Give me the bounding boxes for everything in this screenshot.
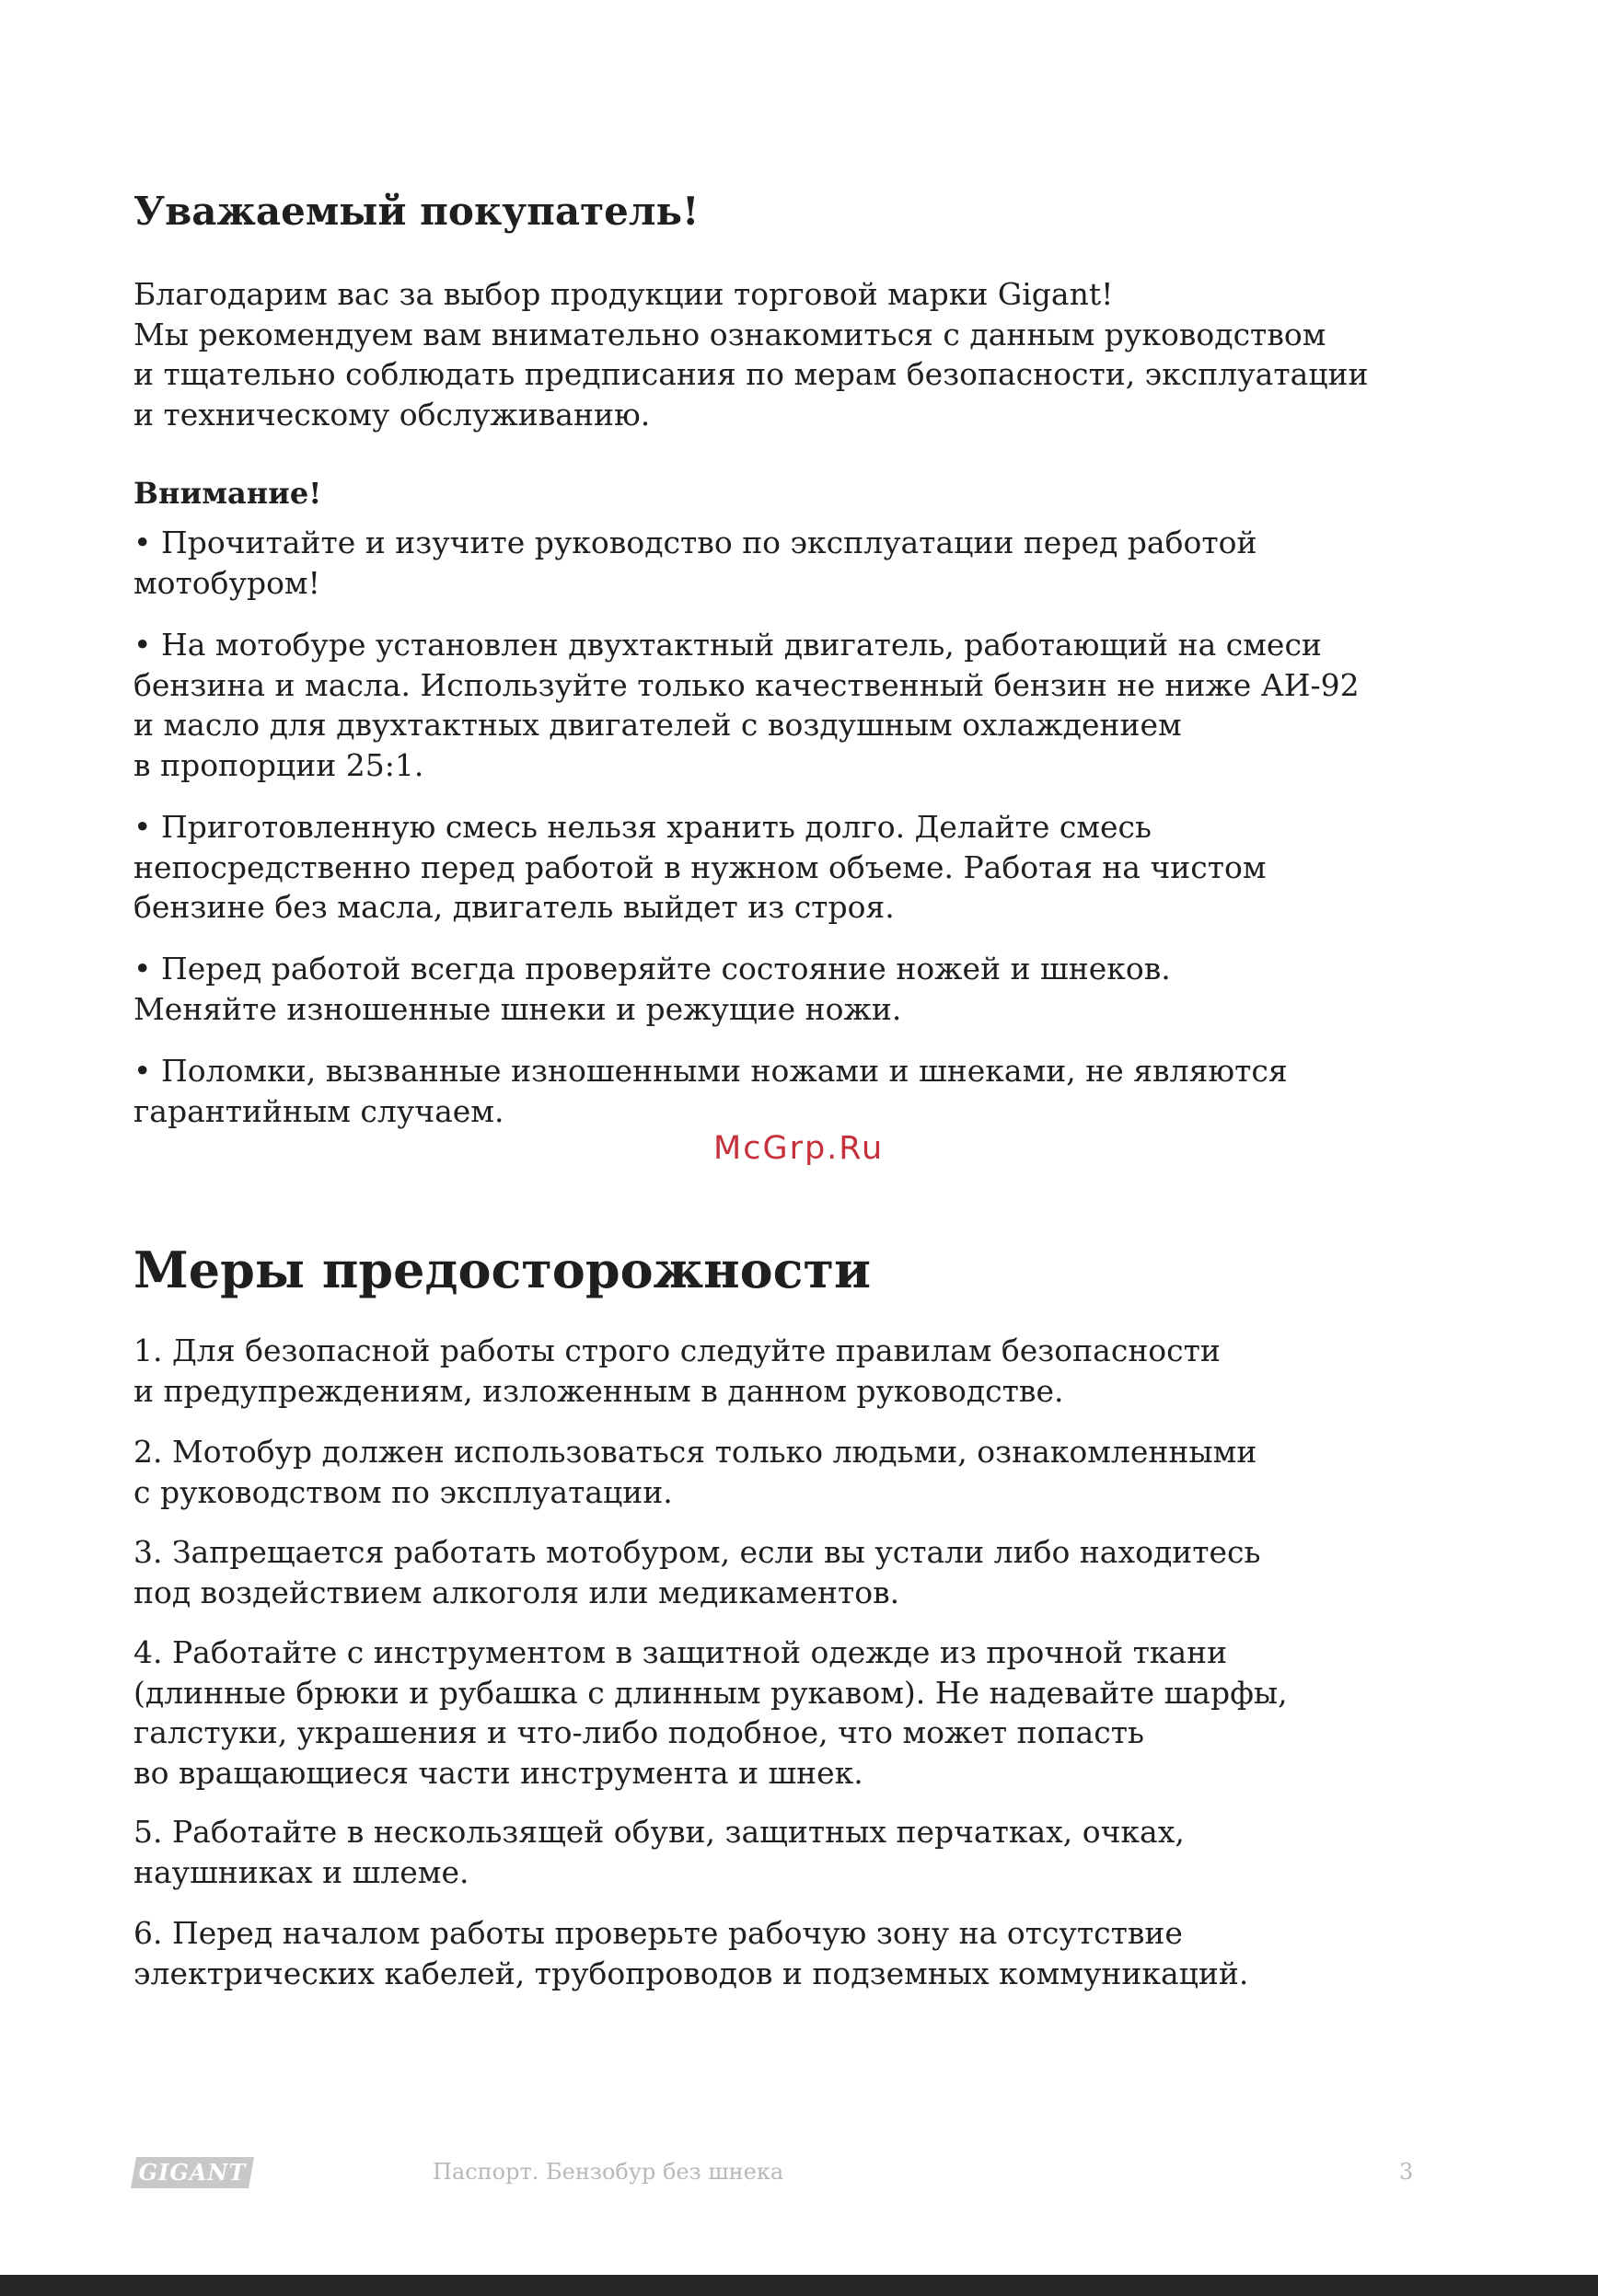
precaution-item-1: [133, 1331, 1459, 1411]
precaution-line: и предупреждениям, изложенным в данном руководстве.: [133, 1372, 1064, 1409]
attention-item-line: и масло для двухтактных двигателей с воздушным охлаждением: [133, 707, 1182, 743]
precaution-line: во вращающиеся части инструмента и шнек.: [133, 1754, 863, 1791]
precaution-item-5: [133, 1812, 1459, 1892]
precaution-item-3: [133, 1532, 1459, 1612]
bottom-edge-band: [0, 2275, 1598, 2296]
attention-item-line: непосредственно перед работой в нужном объеме. Работая на чистом: [133, 848, 1267, 885]
attention-item-line: мотобуром!: [133, 564, 320, 601]
attention-item-line: • Прочитайте и изучите руководство по эксплуатации перед работой: [133, 525, 1257, 560]
precautions-title: Меры предосторожности: [133, 1240, 872, 1299]
precaution-line: с руководством по эксплуатации.: [133, 1473, 673, 1510]
attention-item-fuel-mix: [133, 807, 1459, 928]
attention-item-engine-fuel: [133, 625, 1459, 785]
precaution-line: галстуки, украшения и что-либо подобное, что может попасть: [133, 1714, 1144, 1750]
precaution-line: 4. Работайте с инструментом в защитной одежде из прочной ткани: [133, 1634, 1228, 1670]
intro-line: и техническому обслуживанию.: [133, 396, 651, 433]
precaution-line: 5. Работайте в нескользящей обуви, защитных перчатках, очках,: [133, 1814, 1185, 1850]
attention-item-line: • На мотобуре установлен двухтактный двигатель, работающий на смеси: [133, 627, 1322, 663]
precaution-line: наушниках и шлеме.: [133, 1853, 469, 1890]
intro-line: и тщательно соблюдать предписания по мерам безопасности, эксплуатации: [133, 356, 1369, 392]
gigant-logo: [131, 2157, 254, 2188]
intro-line: Мы рекомендуем вам внимательно ознакомиться с данным руководством: [133, 316, 1326, 352]
greeting-title: Уважаемый покупатель!: [133, 189, 700, 234]
precaution-line: под воздействием алкоголя или медикаментов.: [133, 1574, 900, 1610]
attention-item-line: гарантийным случаем.: [133, 1092, 504, 1129]
watermark: McGrp.Ru: [713, 1130, 885, 1167]
attention-item-read-manual: [133, 523, 1459, 603]
footer-doc-title: Паспорт. Бензобур без шнека: [433, 2159, 784, 2185]
gigant-logo-text: GIGANT: [138, 2159, 247, 2186]
attention-item-line: в пропорции 25:1.: [133, 746, 424, 783]
precaution-item-6: [133, 1913, 1459, 1993]
document-page: [133, 0, 1459, 2296]
attention-item-check-knives: [133, 949, 1459, 1029]
intro-line: Благодарим вас за выбор продукции торговой марки Gigant!: [133, 276, 1114, 312]
attention-item-line: • Перед работой всегда проверяйте состояние ножей и шнеков.: [133, 951, 1171, 986]
attention-item-line: Меняйте изношенные шнеки и режущие ножи.: [133, 990, 902, 1027]
attention-item-warranty: [133, 1051, 1459, 1131]
attention-item-line: бензине без масла, двигатель выйдет из строя.: [133, 889, 895, 925]
attention-item-line: • Приготовленную смесь нельзя хранить долго. Делайте смесь: [133, 809, 1152, 845]
attention-item-line: бензина и масла. Используйте только качественный бензин не ниже АИ-92: [133, 666, 1360, 703]
precaution-item-4: [133, 1633, 1459, 1793]
precaution-line: 1. Для безопасной работы строго следуйте правилам безопасности: [133, 1333, 1221, 1368]
footer-page-number: 3: [1399, 2159, 1414, 2185]
precaution-line: (длинные брюки и рубашка с длинным рукавом). Не надевайте шарфы,: [133, 1674, 1288, 1711]
precaution-line: 6. Перед началом работы проверьте рабочую зону на отсутствие: [133, 1915, 1183, 1951]
precaution-line: электрических кабелей, трубопроводов и подземных коммуникаций.: [133, 1955, 1249, 1991]
intro-paragraph: [133, 274, 1459, 434]
precaution-item-2: [133, 1432, 1459, 1512]
attention-heading: Внимание!: [133, 476, 322, 511]
attention-item-line: • Поломки, вызванные изношенными ножами и шнеками, не являются: [133, 1053, 1288, 1089]
precaution-line: 2. Мотобур должен использоваться только людьми, ознакомленными: [133, 1434, 1257, 1470]
precaution-line: 3. Запрещается работать мотобуром, если вы устали либо находитесь: [133, 1534, 1261, 1570]
